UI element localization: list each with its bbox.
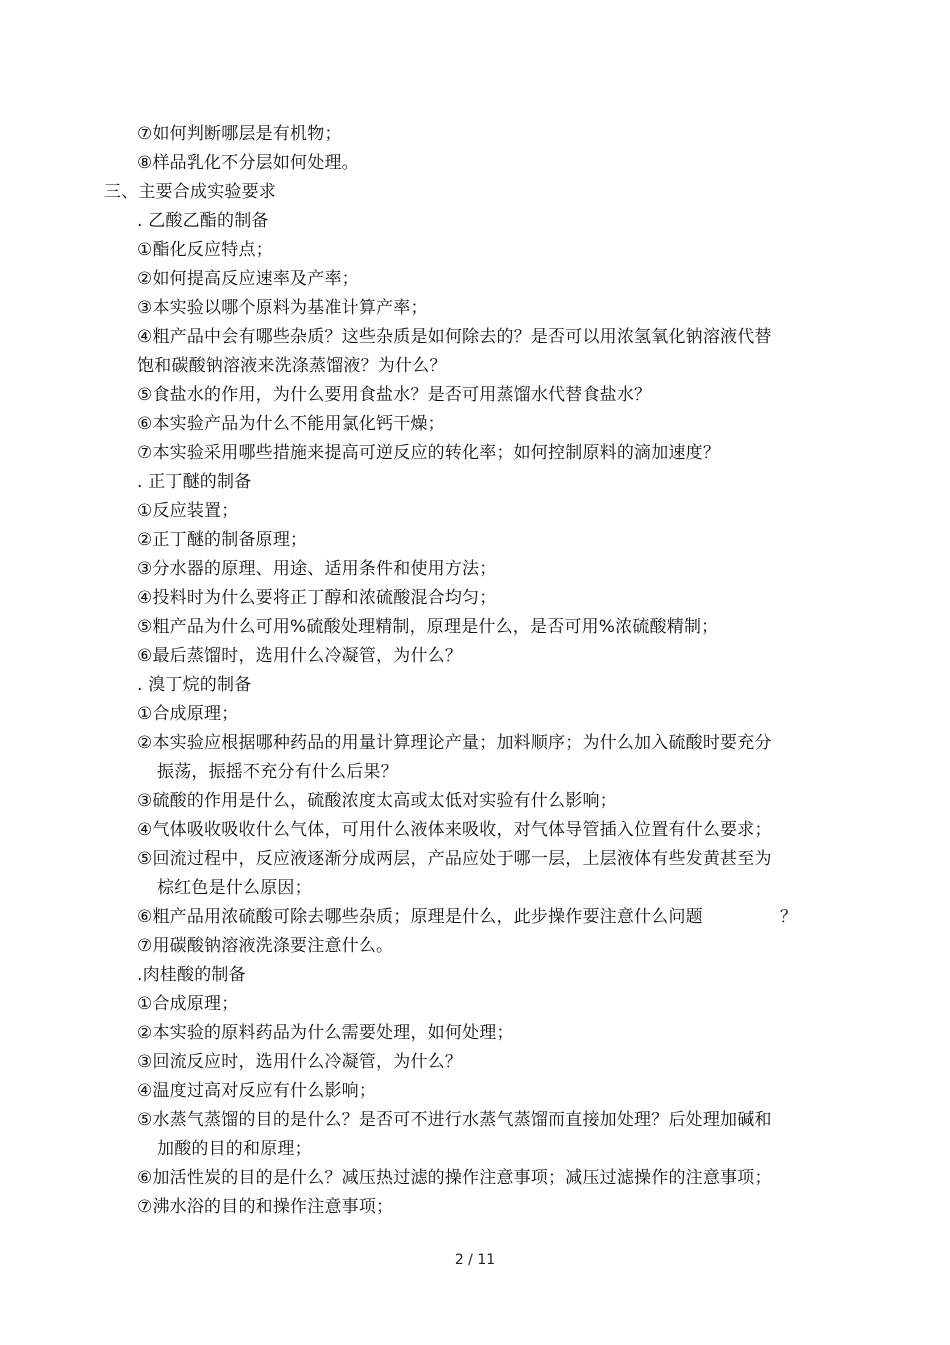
text-line: ①反应装置； [137, 501, 239, 521]
text-line: ④温度过高对反应有什么影响； [137, 1081, 377, 1101]
text-line: ⑤食盐水的作用，为什么要用食盐水？是否可用蒸馏水代替食盐水？ [137, 385, 652, 405]
text-line: ②本实验的原料药品为什么需要处理，如何处理； [137, 1023, 514, 1043]
text-line: ⑤回流过程中，反应液逐渐分成两层，产品应处于哪一层，上层液体有些发黄甚至为 [137, 849, 772, 869]
text-line: ③回流反应时，选用什么冷凝管，为什么？ [137, 1052, 463, 1072]
text-line: ③硫酸的作用是什么，硫酸浓度太高或太低对实验有什么影响； [137, 791, 617, 811]
text-line: 饱和碳酸钠溶液来洗涤蒸馏液？为什么？ [137, 356, 447, 376]
text-line: ①酯化反应特点； [137, 240, 273, 260]
text-line: ⑤水蒸气蒸馏的目的是什么？是否可不进行水蒸气蒸馏而直接加处理？后处理加碱和 [137, 1110, 772, 1130]
text-line: ②本实验应根据哪种药品的用量计算理论产量；加料顺序；为什么加入硫酸时要充分 [137, 733, 772, 753]
text-line: ①合成原理； [137, 704, 239, 724]
trailing-question-mark: ？ [780, 907, 797, 927]
text-line: ①合成原理； [137, 994, 239, 1014]
text-line: 加酸的目的和原理； [157, 1139, 312, 1159]
text-line: ⑦用碳酸钠溶液洗涤要注意什么。 [137, 936, 394, 956]
text-line: ⑧样品乳化不分层如何处理。 [137, 153, 359, 173]
text-line: ⑤粗产品为什么可用%硫酸处理精制，原理是什么，是否可用%浓硫酸精制； [137, 617, 719, 637]
text-line: 棕红色是什么原因； [157, 878, 312, 898]
subsection-heading: .肉桂酸的制备 [137, 965, 246, 985]
text-line: 振荡，振摇不充分有什么后果？ [157, 762, 398, 782]
text-line: ④投料时为什么要将正丁醇和浓硫酸混合均匀； [137, 588, 497, 608]
text-line: ⑥加活性炭的目的是什么？减压热过滤的操作注意事项；减压过滤操作的注意事项； [137, 1168, 772, 1188]
text-line: ⑥本实验产品为什么不能用氯化钙干燥； [137, 414, 445, 434]
text-line: ④粗产品中会有哪些杂质？这些杂质是如何除去的？是否可以用浓氢氧化钠溶液代替 [137, 327, 772, 347]
subsection-heading: . 乙酸乙酯的制备 [137, 211, 269, 231]
subsection-heading: . 正丁醚的制备 [137, 472, 252, 492]
text-line: ③分水器的原理、用途、适用条件和使用方法； [137, 559, 497, 579]
text-line: ⑥粗产品用浓硫酸可除去哪些杂质；原理是什么，此步操作要注意什么问题 [137, 907, 703, 927]
text-line: ③本实验以哪个原料为基准计算产率； [137, 298, 428, 318]
text-line: ⑦如何判断哪层是有机物； [137, 124, 342, 144]
text-line: ②如何提高反应速率及产率； [137, 269, 359, 289]
text-line: ⑦沸水浴的目的和操作注意事项； [137, 1197, 394, 1217]
text-line: ②正丁醚的制备原理； [137, 530, 308, 550]
section-heading: 三、主要合成实验要求 [104, 182, 276, 202]
page-number: 2 / 11 [454, 1252, 496, 1268]
text-line: ⑦本实验采用哪些措施来提高可逆反应的转化率；如何控制原料的滴加速度？ [137, 443, 721, 463]
subsection-heading: . 溴丁烷的制备 [137, 675, 252, 695]
text-line: ④气体吸收吸收什么气体，可用什么液体来吸收，对气体导管插入位置有什么要求； [137, 820, 772, 840]
text-line: ⑥最后蒸馏时，选用什么冷凝管，为什么？ [137, 646, 463, 666]
